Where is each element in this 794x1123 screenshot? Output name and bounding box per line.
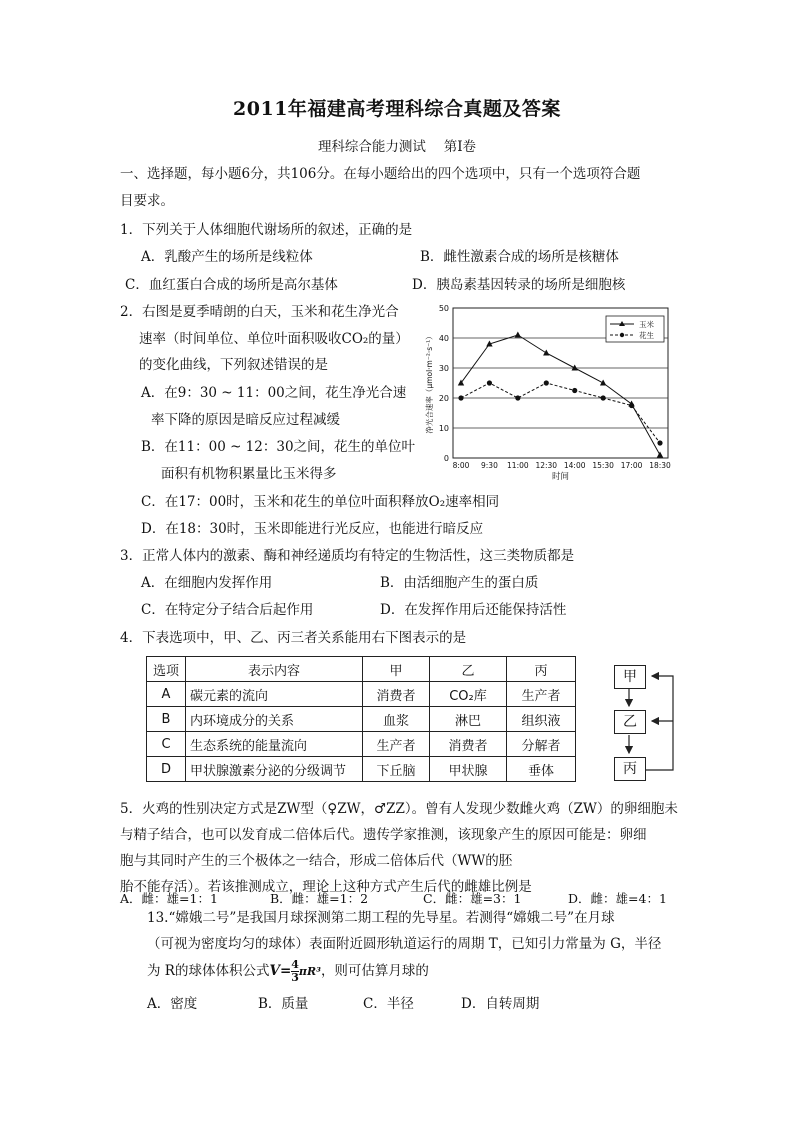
table-row [147,757,576,782]
table-cell: 内环境成分的关系 [186,707,363,732]
arrow-bing-to-jia [646,676,673,770]
q2-stem-line-1: 2．右图是夏季晴朗的白天，玉米和花生净光合 [120,304,399,320]
data-point-peanut [629,403,634,408]
legend-label: 玉米 [639,320,654,329]
legend-marker-peanut [620,333,624,337]
table-cell: C [147,732,186,757]
q13-line-3-pre: 为 R的球体体积公式 [147,963,270,979]
formula-numerator: 4 [291,958,299,971]
diagram-box-bing: 丙 [614,757,646,781]
table-cell: 淋巴 [430,707,507,732]
table-cell: B [147,707,186,732]
q2-option-c: C．在17：00时，玉米和花生的单位叶面积释放O₂速率相同 [141,494,500,510]
table-row [147,682,576,707]
data-point-corn [600,380,606,386]
table-header-row [147,657,576,682]
q2-option-a-line-1: A．在9：30 ~ 11：00之间，花生净光合速 [141,385,407,401]
sphere-volume-formula [269,958,321,984]
table-header: 甲 [363,657,430,682]
q5-option-a: A．雌：雄=1：1 [120,891,218,906]
q13-option-d: D．自转周期 [461,996,540,1012]
y-tick-label: 10 [438,424,449,433]
table-cell: 生产者 [507,682,576,707]
x-tick-label: 8:00 [452,461,470,470]
q2-stem-line-2: 速率（时间单位、单位叶面积吸收CO₂的量） [139,331,409,347]
q2-option-b-line-1: B．在11：00 ~ 12：30之间，花生的单位叶 [141,439,416,455]
formula-fraction [291,959,299,984]
q5-option-d: D．雌：雄=4：1 [568,891,667,906]
formula-eq: = [279,963,292,979]
q1-option-a: A．乳酸产生的场所是线粒体 [141,249,313,265]
table-header: 选项 [147,657,186,682]
y-tick-label: 40 [438,334,449,343]
q1-option-b: B．雌性激素合成的场所是核糖体 [420,249,619,265]
y-tick-label: 50 [438,304,449,313]
table-cell: 消费者 [430,732,507,757]
q13-option-b: B．质量 [258,996,309,1012]
table-header: 表示内容 [186,657,363,682]
series-line-peanut [461,383,660,443]
q5-line-4: 胎不能存活）。若该推测成立，理论上这种方式产生后代的雌雄比例是 [120,879,532,895]
y-tick-label: 20 [438,394,449,403]
diagram-box-yi: 乙 [614,710,646,734]
q5-line-3: 胞与其同时产生的三个极体之一结合，形成二倍体后代（WW的胚 [120,853,513,869]
table-cell: 垂体 [507,757,576,782]
q13-line-1: 13.“嫦娥二号”是我国月球探测第二期工程的先导星。若测得“嫦娥二号”在月球 [147,910,615,926]
data-point-peanut [601,395,606,400]
formula-tail: πR³ [298,965,321,978]
q3-option-a: A．在细胞内发挥作用 [141,575,273,591]
q2-option-b-line-2: 面积有机物积累量比玉米得多 [161,466,337,482]
table-cell: A [147,682,186,707]
q3-option-d: D．在发挥作用后还能保持活性 [380,602,567,618]
q1-stem: 1．下列关于人体细胞代谢场所的叙述，正确的是 [120,222,413,238]
data-point-corn [515,332,521,338]
table-cell: 碳元素的流向 [186,682,363,707]
table-header: 乙 [430,657,507,682]
q5-option-c: C．雌：雄=3：1 [423,891,522,906]
formula-v: V [269,963,280,979]
table-cell: 分解者 [507,732,576,757]
q2-option-d: D．在18：30时，玉米即能进行光反应，也能进行暗反应 [141,521,484,537]
table-cell: CO₂库 [430,682,507,707]
y-axis-label: 净光合速率（μmol·m⁻²·s⁻¹） [425,332,434,434]
section-intro-line-2: 目要求。 [120,193,174,209]
data-point-peanut [458,395,463,400]
q1-option-c: C．血红蛋白合成的场所是高尔基体 [125,277,338,293]
x-tick-label: 12:30 [535,461,558,470]
page-title: 2011年福建高考理科综合真题及答案 [233,98,561,120]
table-cell: 下丘脑 [363,757,430,782]
q3-option-b: B．由活细胞产生的蛋白质 [380,575,539,591]
section-intro-line-1: 一、选择题，每小题6分，共106分。在每小题给出的四个选项中，只有一个选项符合题 [120,166,641,182]
q13-option-c: C．半径 [363,996,414,1012]
table-row [147,732,576,757]
q13-line-3-post: ，则可估算月球的 [320,963,429,979]
series-line-corn [461,335,660,455]
data-point-corn [572,365,578,371]
y-tick-label: 30 [438,364,449,373]
x-axis-label: 时间 [551,472,570,482]
x-tick-label: 9:30 [481,461,498,470]
data-point-peanut [487,380,492,385]
page-subtitle: 理科综合能力测试 第Ⅰ卷 [317,139,477,155]
q5-line-2: 与精子结合，也可以发育成二倍体后代。遗传学家推测，该现象产生的原因可能是：卵细 [120,827,647,843]
y-tick-label: 0 [443,454,449,463]
data-point-peanut [544,380,549,385]
table-cell: 消费者 [363,682,430,707]
data-point-corn [657,452,663,458]
legend-label: 花生 [639,331,654,340]
chart-legend-box [606,316,664,342]
q3-option-c: C．在特定分子结合后起作用 [141,602,314,618]
data-point-peanut [515,395,520,400]
x-tick-label: 11:00 [507,461,529,470]
formula-denominator: 3 [291,971,299,984]
table-header: 丙 [507,657,576,682]
data-point-corn [543,350,549,356]
data-point-peanut [572,388,577,393]
q2-stem-line-3: 的变化曲线，下列叙述错误的是 [139,357,328,373]
data-point-peanut [657,440,662,445]
q2-option-a-line-2: 率下降的原因是暗反应过程减缓 [151,412,340,428]
table-row [147,707,576,732]
table-cell: 生产者 [363,732,430,757]
q3-stem: 3．正常人体内的激素、酶和神经递质均有特定的生物活性，这三类物质都是 [120,548,575,564]
net-photosynthesis-chart [420,300,680,485]
diagram-box-jia: 甲 [614,665,646,689]
x-tick-label: 14:00 [563,461,586,470]
q4-table [146,656,576,782]
table-cell: 甲状腺激素分泌的分级调节 [186,757,363,782]
x-tick-label: 18:30 [649,461,671,470]
q5-line-1: 5．火鸡的性别决定方式是ZW型（♀ZW，♂ZZ）。曾有人发现少数雌火鸡（ZW）的卵细胞未 [120,801,678,817]
table-cell: 血浆 [363,707,430,732]
table-cell: 生态系统的能量流向 [186,732,363,757]
table-cell: D [147,757,186,782]
q1-option-d: D．胰岛素基因转录的场所是细胞核 [412,277,626,293]
q13-line-2: （可视为密度均匀的球体）表面附近圆形轨道运行的周期 T，已知引力常量为 G，半径 [147,936,662,952]
q5-option-b: B．雌：雄=1：2 [270,891,369,906]
x-tick-label: 17:00 [620,461,643,470]
table-cell: 组织液 [507,707,576,732]
q13-line-3 [147,959,429,984]
x-tick-label: 15:30 [592,461,614,470]
table-cell: 甲状腺 [430,757,507,782]
q13-option-a: A．密度 [147,996,198,1012]
q4-stem: 4．下表选项中，甲、乙、丙三者关系能用右下图表示的是 [120,630,467,646]
